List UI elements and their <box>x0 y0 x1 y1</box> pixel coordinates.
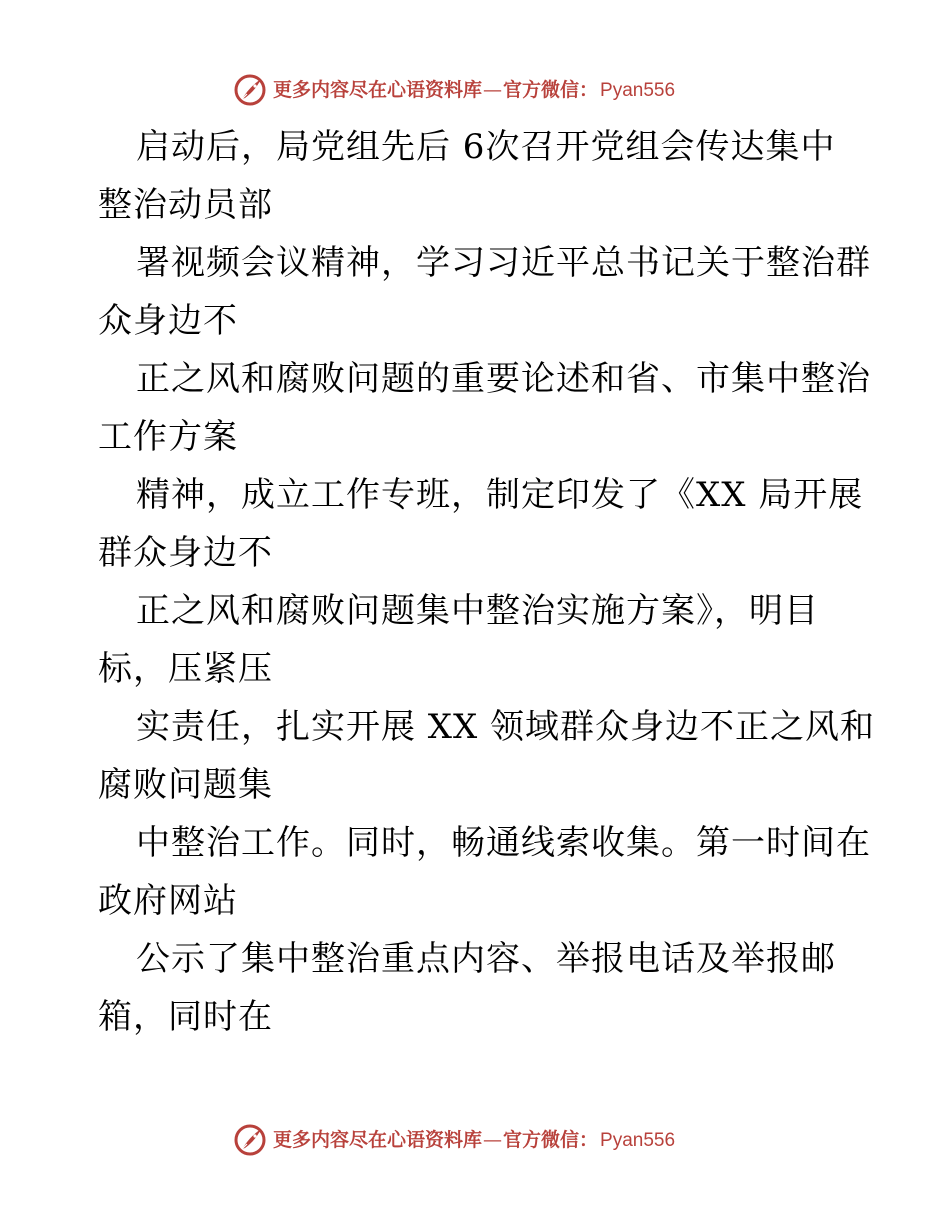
footer-banner-wechat-id: Pyan556 <box>600 1129 676 1151</box>
paragraph-line: 众身边不 <box>98 301 238 341</box>
header-banner[interactable] <box>233 70 723 110</box>
paragraph-line: 中整治工作。同时，畅通线索收集。第一时间在 <box>136 823 871 863</box>
paragraph <box>98 234 871 350</box>
paragraph-line: 启动后，局党组先后 6次召开党组会传达集中 <box>136 127 836 167</box>
paragraph-line: 精神，成立工作专班，制定印发了《XX 局开展 <box>136 475 864 515</box>
paragraph <box>98 582 858 698</box>
paragraph-line: 政府网站 <box>98 881 238 921</box>
paragraph-line: 整治动员部 <box>98 185 273 225</box>
paragraph-line: 腐败问题集 <box>98 765 273 805</box>
paragraph-line: 公示了集中整治重点内容、举报电话及举报邮 <box>136 939 836 979</box>
header-banner-wechat-label: 官方微信： <box>503 78 599 101</box>
paragraph-line: 工作方案 <box>98 417 238 457</box>
paragraph <box>98 118 858 234</box>
paragraph-line: 群众身边不 <box>98 533 273 573</box>
paragraph <box>98 814 871 930</box>
paragraph-line: 正之风和腐败问题的重要论述和省、市集中整治 <box>136 359 871 399</box>
footer-banner[interactable] <box>233 1120 723 1160</box>
header-banner-dash: — <box>483 78 503 101</box>
paragraph <box>98 930 858 1046</box>
paragraph-line: 实责任，扎实开展 XX 领域群众身边不正之风和 <box>136 707 876 747</box>
quill-pen-logo-icon <box>233 1123 267 1157</box>
document-body <box>98 118 876 1046</box>
paragraph <box>98 350 871 466</box>
paragraph-line: 箱，同时在 <box>98 997 273 1037</box>
footer-banner-wechat-label: 官方微信： <box>503 1128 599 1151</box>
footer-banner-slogan: 更多内容尽在心语资料库 <box>273 1128 483 1151</box>
quill-pen-logo-icon <box>233 73 267 107</box>
paragraph <box>98 466 864 582</box>
header-banner-text <box>273 78 676 101</box>
paragraph <box>98 698 876 814</box>
paragraph-line: 署视频会议精神，学习习近平总书记关于整治群 <box>136 243 871 283</box>
footer-banner-text <box>273 1128 676 1151</box>
header-banner-wechat-id: Pyan556 <box>600 79 676 101</box>
footer-banner-dash: — <box>483 1128 503 1151</box>
paragraph-line: 标，压紧压 <box>98 649 273 689</box>
header-banner-slogan: 更多内容尽在心语资料库 <box>273 78 483 101</box>
paragraph-line: 正之风和腐败问题集中整治实施方案》，明目 <box>136 591 819 631</box>
